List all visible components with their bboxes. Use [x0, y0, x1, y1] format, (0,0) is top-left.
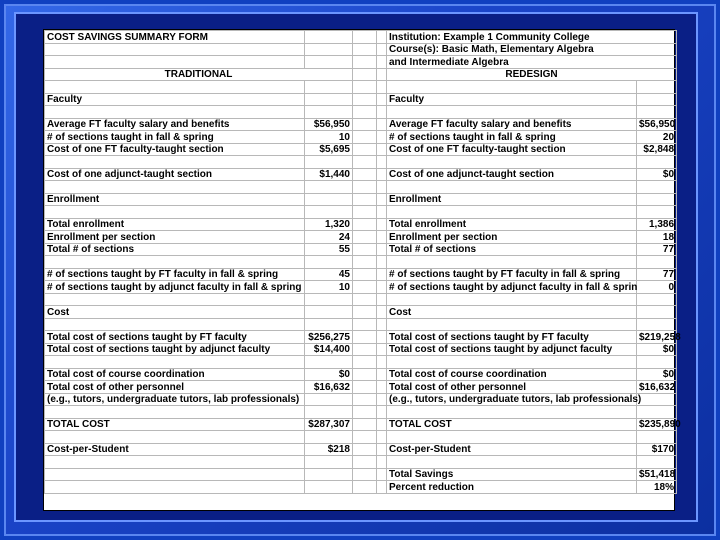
table-row [45, 181, 677, 194]
redesign-value [637, 306, 677, 319]
spacer-cell [377, 431, 387, 444]
traditional-label [45, 431, 305, 444]
redesign-label [387, 406, 637, 419]
traditional-label: Enrollment [45, 193, 305, 206]
spacer-cell [353, 431, 377, 444]
spacer-cell [353, 281, 377, 294]
table-row [45, 256, 677, 269]
redesign-label [387, 181, 637, 194]
redesign-label [387, 206, 637, 219]
redesign-value: 18 [637, 231, 677, 244]
table-row [45, 481, 677, 494]
redesign-label: Percent reduction [387, 481, 637, 494]
spacer-cell [377, 331, 387, 344]
traditional-label: Total cost of sections taught by FT faculty [45, 331, 305, 344]
redesign-label: (e.g., tutors, undergraduate tutors, lab professionals) [387, 393, 637, 406]
table-row [45, 193, 677, 206]
redesign-label: Total cost of sections taught by FT faculty [387, 331, 637, 344]
spacer-cell [377, 218, 387, 231]
spacer-cell [353, 468, 377, 481]
redesign-value: $2,848 [637, 143, 677, 156]
redesign-value: $51,418 [637, 468, 677, 481]
table-row [45, 406, 677, 419]
spacer-cell [377, 143, 387, 156]
table-row [45, 318, 677, 331]
spacer-cell [377, 281, 387, 294]
redesign-value [637, 106, 677, 119]
spacer-cell [353, 368, 377, 381]
traditional-value: 45 [305, 268, 353, 281]
spacer-cell [377, 156, 387, 169]
redesign-value: 1,386 [637, 218, 677, 231]
traditional-label [45, 356, 305, 369]
table-row [45, 143, 677, 156]
spacer-cell [377, 131, 387, 144]
redesign-label [387, 431, 637, 444]
redesign-label [387, 456, 637, 469]
redesign-value: 18% [637, 481, 677, 494]
traditional-value: 55 [305, 243, 353, 256]
table-row [45, 131, 677, 144]
redesign-value: 20 [637, 131, 677, 144]
traditional-label: Cost-per-Student [45, 443, 305, 456]
table-row [45, 231, 677, 244]
redesign-value [637, 293, 677, 306]
spacer-cell [353, 243, 377, 256]
traditional-value [305, 318, 353, 331]
traditional-label [45, 318, 305, 331]
traditional-value [305, 293, 353, 306]
redesign-value: 77 [637, 243, 677, 256]
traditional-value: $56,950 [305, 118, 353, 131]
redesign-label: Total Savings [387, 468, 637, 481]
traditional-value [305, 306, 353, 319]
spacer-cell [353, 306, 377, 319]
redesign-label [387, 106, 637, 119]
spacer-cell [377, 181, 387, 194]
redesign-label: Total cost of sections taught by adjunct faculty [387, 343, 637, 356]
spacer-cell [377, 343, 387, 356]
table-row [45, 418, 677, 431]
traditional-label: Cost [45, 306, 305, 319]
spacer-cell [377, 406, 387, 419]
traditional-value [305, 106, 353, 119]
spacer-cell [353, 181, 377, 194]
institution-label: Institution: Example 1 Community College [387, 31, 677, 44]
table-row [45, 168, 677, 181]
redesign-label: Total # of sections [387, 243, 637, 256]
traditional-value: $1,440 [305, 168, 353, 181]
table-row [45, 218, 677, 231]
cost-savings-table [44, 30, 681, 494]
spacer-cell [377, 206, 387, 219]
spreadsheet-area [43, 29, 681, 511]
redesign-label: Cost of one FT faculty-taught section [387, 143, 637, 156]
spacer-cell [353, 268, 377, 281]
spacer-cell [353, 406, 377, 419]
spacer-cell [377, 193, 387, 206]
spacer-cell [377, 306, 387, 319]
traditional-value [305, 156, 353, 169]
traditional-label: Faculty [45, 93, 305, 106]
spacer-cell [377, 118, 387, 131]
spacer-cell [353, 93, 377, 106]
redesign-label: # of sections taught by adjunct faculty in fall & sprin [387, 281, 637, 294]
spacer-cell [377, 393, 387, 406]
traditional-value [305, 206, 353, 219]
traditional-value [305, 256, 353, 269]
table-row [45, 331, 677, 344]
redesign-value [637, 356, 677, 369]
redesign-value [637, 318, 677, 331]
traditional-value [305, 393, 353, 406]
spacer-cell [377, 318, 387, 331]
traditional-label: Enrollment per section [45, 231, 305, 244]
spacer-cell [353, 356, 377, 369]
redesign-label: Total cost of course coordination [387, 368, 637, 381]
table-row [45, 343, 677, 356]
spacer-cell [353, 481, 377, 494]
spacer-cell [377, 231, 387, 244]
spacer-cell [377, 356, 387, 369]
redesign-value: $235,890 [637, 418, 677, 431]
traditional-label [45, 106, 305, 119]
redesign-value: $0 [637, 368, 677, 381]
spacer-cell [353, 118, 377, 131]
table-row [45, 456, 677, 469]
redesign-label: Cost-per-Student [387, 443, 637, 456]
spacer-cell [353, 456, 377, 469]
traditional-value: 1,320 [305, 218, 353, 231]
spacer-cell [377, 93, 387, 106]
traditional-label: Total # of sections [45, 243, 305, 256]
redesign-label [387, 356, 637, 369]
table-row [45, 381, 677, 394]
table-row [45, 431, 677, 444]
traditional-value [305, 456, 353, 469]
spacer-cell [353, 443, 377, 456]
table-row [45, 93, 677, 106]
spacer-cell [353, 231, 377, 244]
traditional-value: $5,695 [305, 143, 353, 156]
redesign-value [637, 206, 677, 219]
spacer-cell [353, 393, 377, 406]
traditional-label: Total enrollment [45, 218, 305, 231]
traditional-label [45, 206, 305, 219]
spacer-cell [377, 418, 387, 431]
redesign-label: Total cost of other personnel [387, 381, 637, 394]
traditional-label: Total cost of other personnel [45, 381, 305, 394]
table-row [45, 118, 677, 131]
redesign-label [387, 156, 637, 169]
traditional-label: Cost of one adjunct-taught section [45, 168, 305, 181]
form-title: COST SAVINGS SUMMARY FORM [45, 31, 305, 44]
traditional-value [305, 181, 353, 194]
redesign-value [637, 431, 677, 444]
redesign-label: Enrollment [387, 193, 637, 206]
traditional-value: $0 [305, 368, 353, 381]
redesign-value: 0 [637, 281, 677, 294]
redesign-label: Faculty [387, 93, 637, 106]
traditional-label [45, 456, 305, 469]
table-row [45, 393, 677, 406]
spacer-cell [377, 468, 387, 481]
redesign-value [637, 406, 677, 419]
traditional-label: Total cost of course coordination [45, 368, 305, 381]
table-row [45, 281, 677, 294]
traditional-value [305, 468, 353, 481]
spacer-cell [377, 481, 387, 494]
table-row [45, 156, 677, 169]
spacer-cell [377, 456, 387, 469]
traditional-label: # of sections taught by FT faculty in fall & spring [45, 268, 305, 281]
spacer-cell [353, 131, 377, 144]
traditional-value: 24 [305, 231, 353, 244]
redesign-label: Cost [387, 306, 637, 319]
courses-label: Course(s): Basic Math, Elementary Algebra [387, 43, 677, 56]
traditional-label: Cost of one FT faculty-taught section [45, 143, 305, 156]
spacer-cell [353, 156, 377, 169]
traditional-label: (e.g., tutors, undergraduate tutors, lab professionals) [45, 393, 305, 406]
traditional-label [45, 293, 305, 306]
traditional-label [45, 156, 305, 169]
spacer-cell [377, 443, 387, 456]
traditional-label [45, 468, 305, 481]
traditional-label: Total cost of sections taught by adjunct faculty [45, 343, 305, 356]
spacer-cell [353, 206, 377, 219]
table-row [45, 306, 677, 319]
spacer-cell [353, 193, 377, 206]
redesign-value: $219,258 [637, 331, 677, 344]
traditional-value: $218 [305, 443, 353, 456]
table-row [45, 356, 677, 369]
table-row [45, 106, 677, 119]
table-row [45, 468, 677, 481]
spacer-cell [377, 256, 387, 269]
spacer-cell [377, 168, 387, 181]
redesign-label: # of sections taught in fall & spring [387, 131, 637, 144]
spacer-cell [377, 293, 387, 306]
redesign-value [637, 156, 677, 169]
traditional-label [45, 481, 305, 494]
traditional-label [45, 256, 305, 269]
redesign-value [637, 181, 677, 194]
spacer-cell [353, 256, 377, 269]
redesign-label: TOTAL COST [387, 418, 637, 431]
spacer-cell [353, 143, 377, 156]
spacer-cell [353, 318, 377, 331]
traditional-label: Average FT faculty salary and benefits [45, 118, 305, 131]
redesign-label [387, 293, 637, 306]
traditional-label: # of sections taught by adjunct faculty in fall & spring [45, 281, 305, 294]
redesign-label [387, 318, 637, 331]
traditional-value [305, 356, 353, 369]
redesign-value [637, 393, 677, 406]
traditional-value [305, 481, 353, 494]
table-row [45, 368, 677, 381]
traditional-value [305, 93, 353, 106]
traditional-value: $16,632 [305, 381, 353, 394]
spacer-cell [353, 106, 377, 119]
redesign-header: REDESIGN [387, 68, 677, 81]
table-row [45, 206, 677, 219]
redesign-value [637, 256, 677, 269]
courses-label-continued: and Intermediate Algebra [387, 56, 677, 69]
traditional-label: # of sections taught in fall & spring [45, 131, 305, 144]
redesign-value: $170 [637, 443, 677, 456]
table-row [45, 268, 677, 281]
table-row [45, 443, 677, 456]
spacer-cell [353, 418, 377, 431]
redesign-label: Cost of one adjunct-taught section [387, 168, 637, 181]
spacer-cell [353, 343, 377, 356]
redesign-label [387, 256, 637, 269]
traditional-value [305, 406, 353, 419]
redesign-value: $16,632 [637, 381, 677, 394]
traditional-value: 10 [305, 281, 353, 294]
redesign-label: Total enrollment [387, 218, 637, 231]
redesign-value: $0 [637, 343, 677, 356]
traditional-value [305, 431, 353, 444]
spacer-cell [353, 381, 377, 394]
spacer-cell [353, 293, 377, 306]
traditional-label: TOTAL COST [45, 418, 305, 431]
traditional-label [45, 406, 305, 419]
table-row [45, 243, 677, 256]
table-row [45, 293, 677, 306]
traditional-label [45, 181, 305, 194]
spacer-cell [377, 243, 387, 256]
spacer-cell [377, 106, 387, 119]
redesign-value: $0 [637, 168, 677, 181]
spacer-cell [377, 268, 387, 281]
traditional-value: $14,400 [305, 343, 353, 356]
redesign-label: Enrollment per section [387, 231, 637, 244]
spacer-cell [353, 331, 377, 344]
redesign-value: $56,950 [637, 118, 677, 131]
redesign-value [637, 456, 677, 469]
spacer-cell [377, 381, 387, 394]
redesign-value: 77 [637, 268, 677, 281]
spacer-cell [353, 218, 377, 231]
redesign-label: # of sections taught by FT faculty in fall & spring [387, 268, 637, 281]
traditional-value: $256,275 [305, 331, 353, 344]
spacer-cell [377, 368, 387, 381]
redesign-label: Average FT faculty salary and benefits [387, 118, 637, 131]
traditional-value [305, 193, 353, 206]
spacer-cell [353, 168, 377, 181]
traditional-value: $287,307 [305, 418, 353, 431]
redesign-value [637, 93, 677, 106]
traditional-value: 10 [305, 131, 353, 144]
traditional-header: TRADITIONAL [45, 68, 353, 81]
redesign-value [637, 193, 677, 206]
